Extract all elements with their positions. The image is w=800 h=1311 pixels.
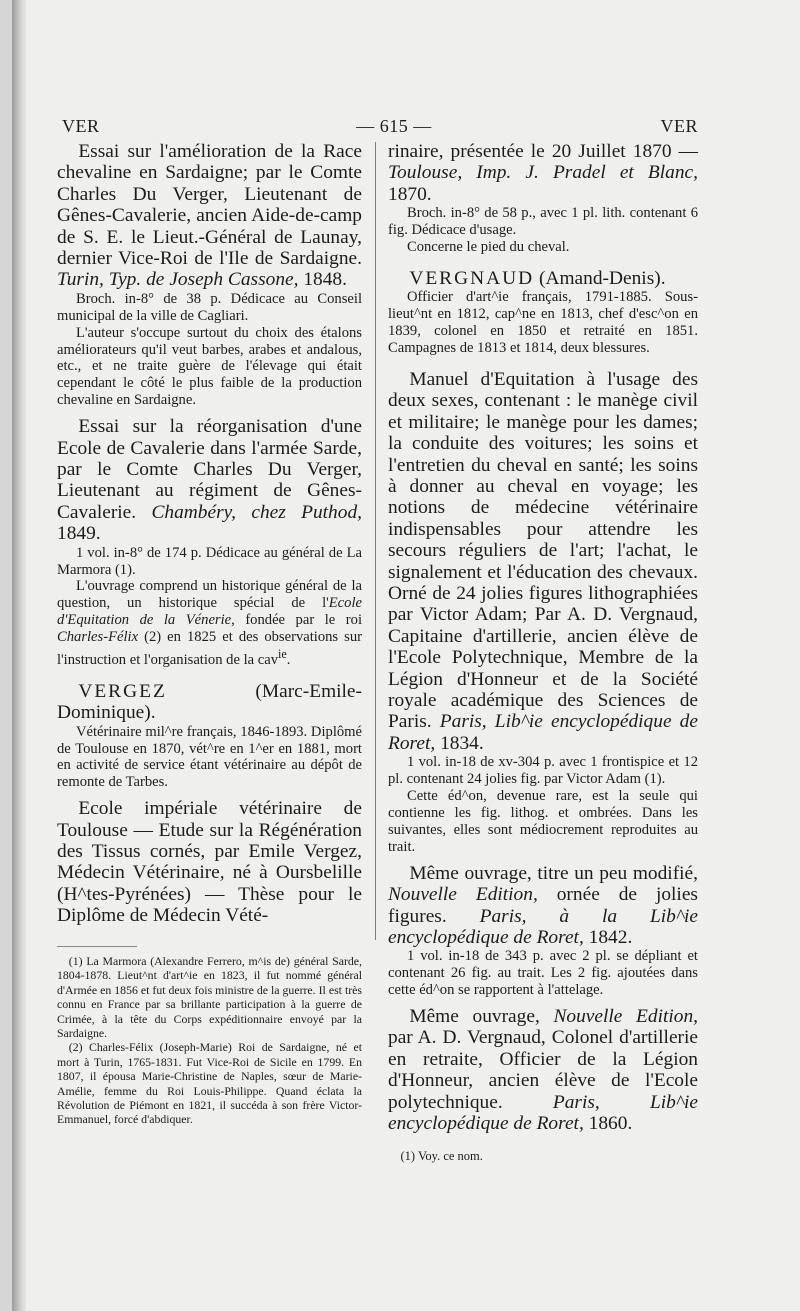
footnote: (1) La Marmora (Alexandre Ferrero, m^is de) général Sarde, 1804-1878. Lieut^nt d'art^ie en 1823, il fut nommé général d'Armée en 1856 et fut deux fois ministre de la guerre. Il est très connu en France par sa brillante participation à la guerre de Crimée, à la tête du Corps expéditionnaire envoyé par la Sardaigne.: [57, 954, 362, 1041]
author-bio: Officier d'art^ie français, 1791-1885. Sous-lieut^nt en 1812, cap^ne en 1813, chef d'esc^on en 1839, colonel en 1850 et retraité en 1851. Campagnes de 1813 et 1814, deux blessures.: [388, 289, 698, 357]
entry-title: Même ouvrage, titre un peu modifié, Nouvelle Edition, ornée de jolies figures. Paris, à la Lib^ie encyclopédique de Roret, 1842.: [388, 862, 698, 948]
running-header: [62, 116, 698, 140]
entry-description: Broch. in-8° de 58 p., avec 1 pl. lith. contenant 6 fig. Dédicace d'usage.: [388, 205, 698, 239]
entry-description: 1 vol. in-18 de xv-304 p. avec 1 frontispice et 12 pl. contenant 24 jolies fig. par Victor Adam (1).: [388, 754, 698, 788]
entry-description: 1 vol. in-18 de 343 p. avec 2 pl. se dépliant et contenant 26 fig. au trait. Les 2 fig. ajoutées dans cette éd^on se rapportent à l'attelage.: [388, 948, 698, 999]
page-number: — 615 —: [356, 116, 432, 136]
footnotes: [57, 954, 362, 1127]
entry-title: Même ouvrage, Nouvelle Edition, par A. D. Vergnaud, Colonel d'artillerie en retraite, Officier de la Légion d'Honneur, ancien élève de l'Ecole polytechnique. Paris, Lib^ie encyclopédique de Roret, 1860.: [388, 1006, 698, 1135]
left-column: [57, 141, 363, 1127]
footnote: (1) Voy. ce nom.: [400, 1148, 483, 1163]
entry-note: L'ouvrage comprend un historique général de la question, un historique spécial de l'Ecole d'Equitation de la Vénerie, fondée par le roi Charles-Félix (2) en 1825 et des observations sur l'instruction et l'organisation de la cav$^{ie}$.: [57, 578, 363, 668]
entry-note: Cette éd^on, devenue rare, est la seule qui contienne les fig. lithog. et ombrées. Dans les suivantes, elles sont médiocrement reproduites au trait.: [388, 788, 698, 855]
entry-title: Essai sur la réorganisation d'une Ecole de Cavalerie dans l'armée Sarde, par le Comte Charles Du Verger, Lieutenant au régiment de Gênes-Cavalerie. Chambéry, chez Puthod, 1849.: [57, 416, 362, 545]
entry-continuation: rinaire, présentée le 20 Juillet 1870 — Toulouse, Imp. J. Pradel et Blanc, 1870.: [388, 141, 698, 205]
entry-title: Essai sur l'amélioration de la Race chevaline en Sardaigne; par le Comte Charles Du Verger, Lieutenant de Gênes-Cavalerie, ancien Aide-de-camp de S. E. le Lieut.-Général de Launay, dernier Vice-Roi de l'Ile de Sardaigne. Turin, Typ. de Joseph Cassone, 1848.: [57, 141, 362, 291]
entry-title: Manuel d'Equitation à l'usage des deux sexes, contenant : le manège civil et militaire; le manège pour les dames; la conduite des voitures; les soins et l'entretien du cheval en santé; les soins à donner au cheval en voyage; les notions de médecine vétérinaire indispensables pour attendre les secours réguliers de l'art; l'achat, le signalement et l'éducation des chevaux. Orné de 24 jolies figures lithographiées par Victor Adam; Par A. D. Vergnaud, Capitaine d'artillerie, ancien élève de l'Ecole Polytechnique, Membre de la Légion d'Honneur et de la Société royale académique des Sciences de Paris. Paris, Lib^ie encyclopédique de Roret, 1834.: [388, 368, 698, 754]
author-heading: VERGNAUD (Amand-Denis).: [409, 267, 666, 289]
entry-note: L'auteur s'occupe surtout du choix des étalons améliorateurs qu'il veut barbes, arabes et andalous, etc., et ne traite guère de l'élevage qui était cependant le côté le plus faible de la production chevaline en Sardaigne.: [57, 324, 362, 409]
header-left: VER: [62, 116, 100, 136]
footnote-rule: [57, 946, 137, 947]
right-column: [388, 141, 698, 1163]
footnote: (2) Charles-Félix (Joseph-Marie) Roi de Sardaigne, né et mort à Turin, 1765-1831. Fut Vice-Roi de Sicile en 1799. En 1807, il épousa Marie-Christine de Naples, sœur de Marie-Amélie, femme du Roi Louis-Philippe. Quand éclata la Révolution de Piémont en 1821, il succéda à son frère Victor-Emmanuel, forcé d'abdiquer.: [57, 1040, 362, 1127]
entry-title: Ecole impériale vétérinaire de Toulouse — Etude sur la Régénération des Tissus cornés, par Emile Vergez, Médecin Vétérinaire, né à Oursbelille (H^tes-Pyrénées) — Thèse pour le Diplôme de Médecin Vété-: [57, 798, 362, 927]
entry-description: 1 vol. in-8° de 174 p. Dédicace au général de La Marmora (1).: [57, 544, 362, 578]
header-right: VER: [660, 116, 698, 136]
entry-description: Broch. in-8° de 38 p. Dédicace au Conseil municipal de la ville de Cagliari.: [57, 290, 362, 324]
author-heading: VERGEZ (Marc-Emile-Dominique).: [57, 680, 362, 724]
entry-note: Concerne le pied du cheval.: [406, 239, 570, 256]
author-bio: Vétérinaire mil^re français, 1846-1893. Diplômé de Toulouse en 1870, vét^re en 1^er en 1881, mort en activité de service étant vétérinaire au dépôt de remonte de Tarbes.: [57, 723, 362, 791]
binding-shadow: [12, 0, 26, 1311]
column-divider: [375, 142, 376, 940]
